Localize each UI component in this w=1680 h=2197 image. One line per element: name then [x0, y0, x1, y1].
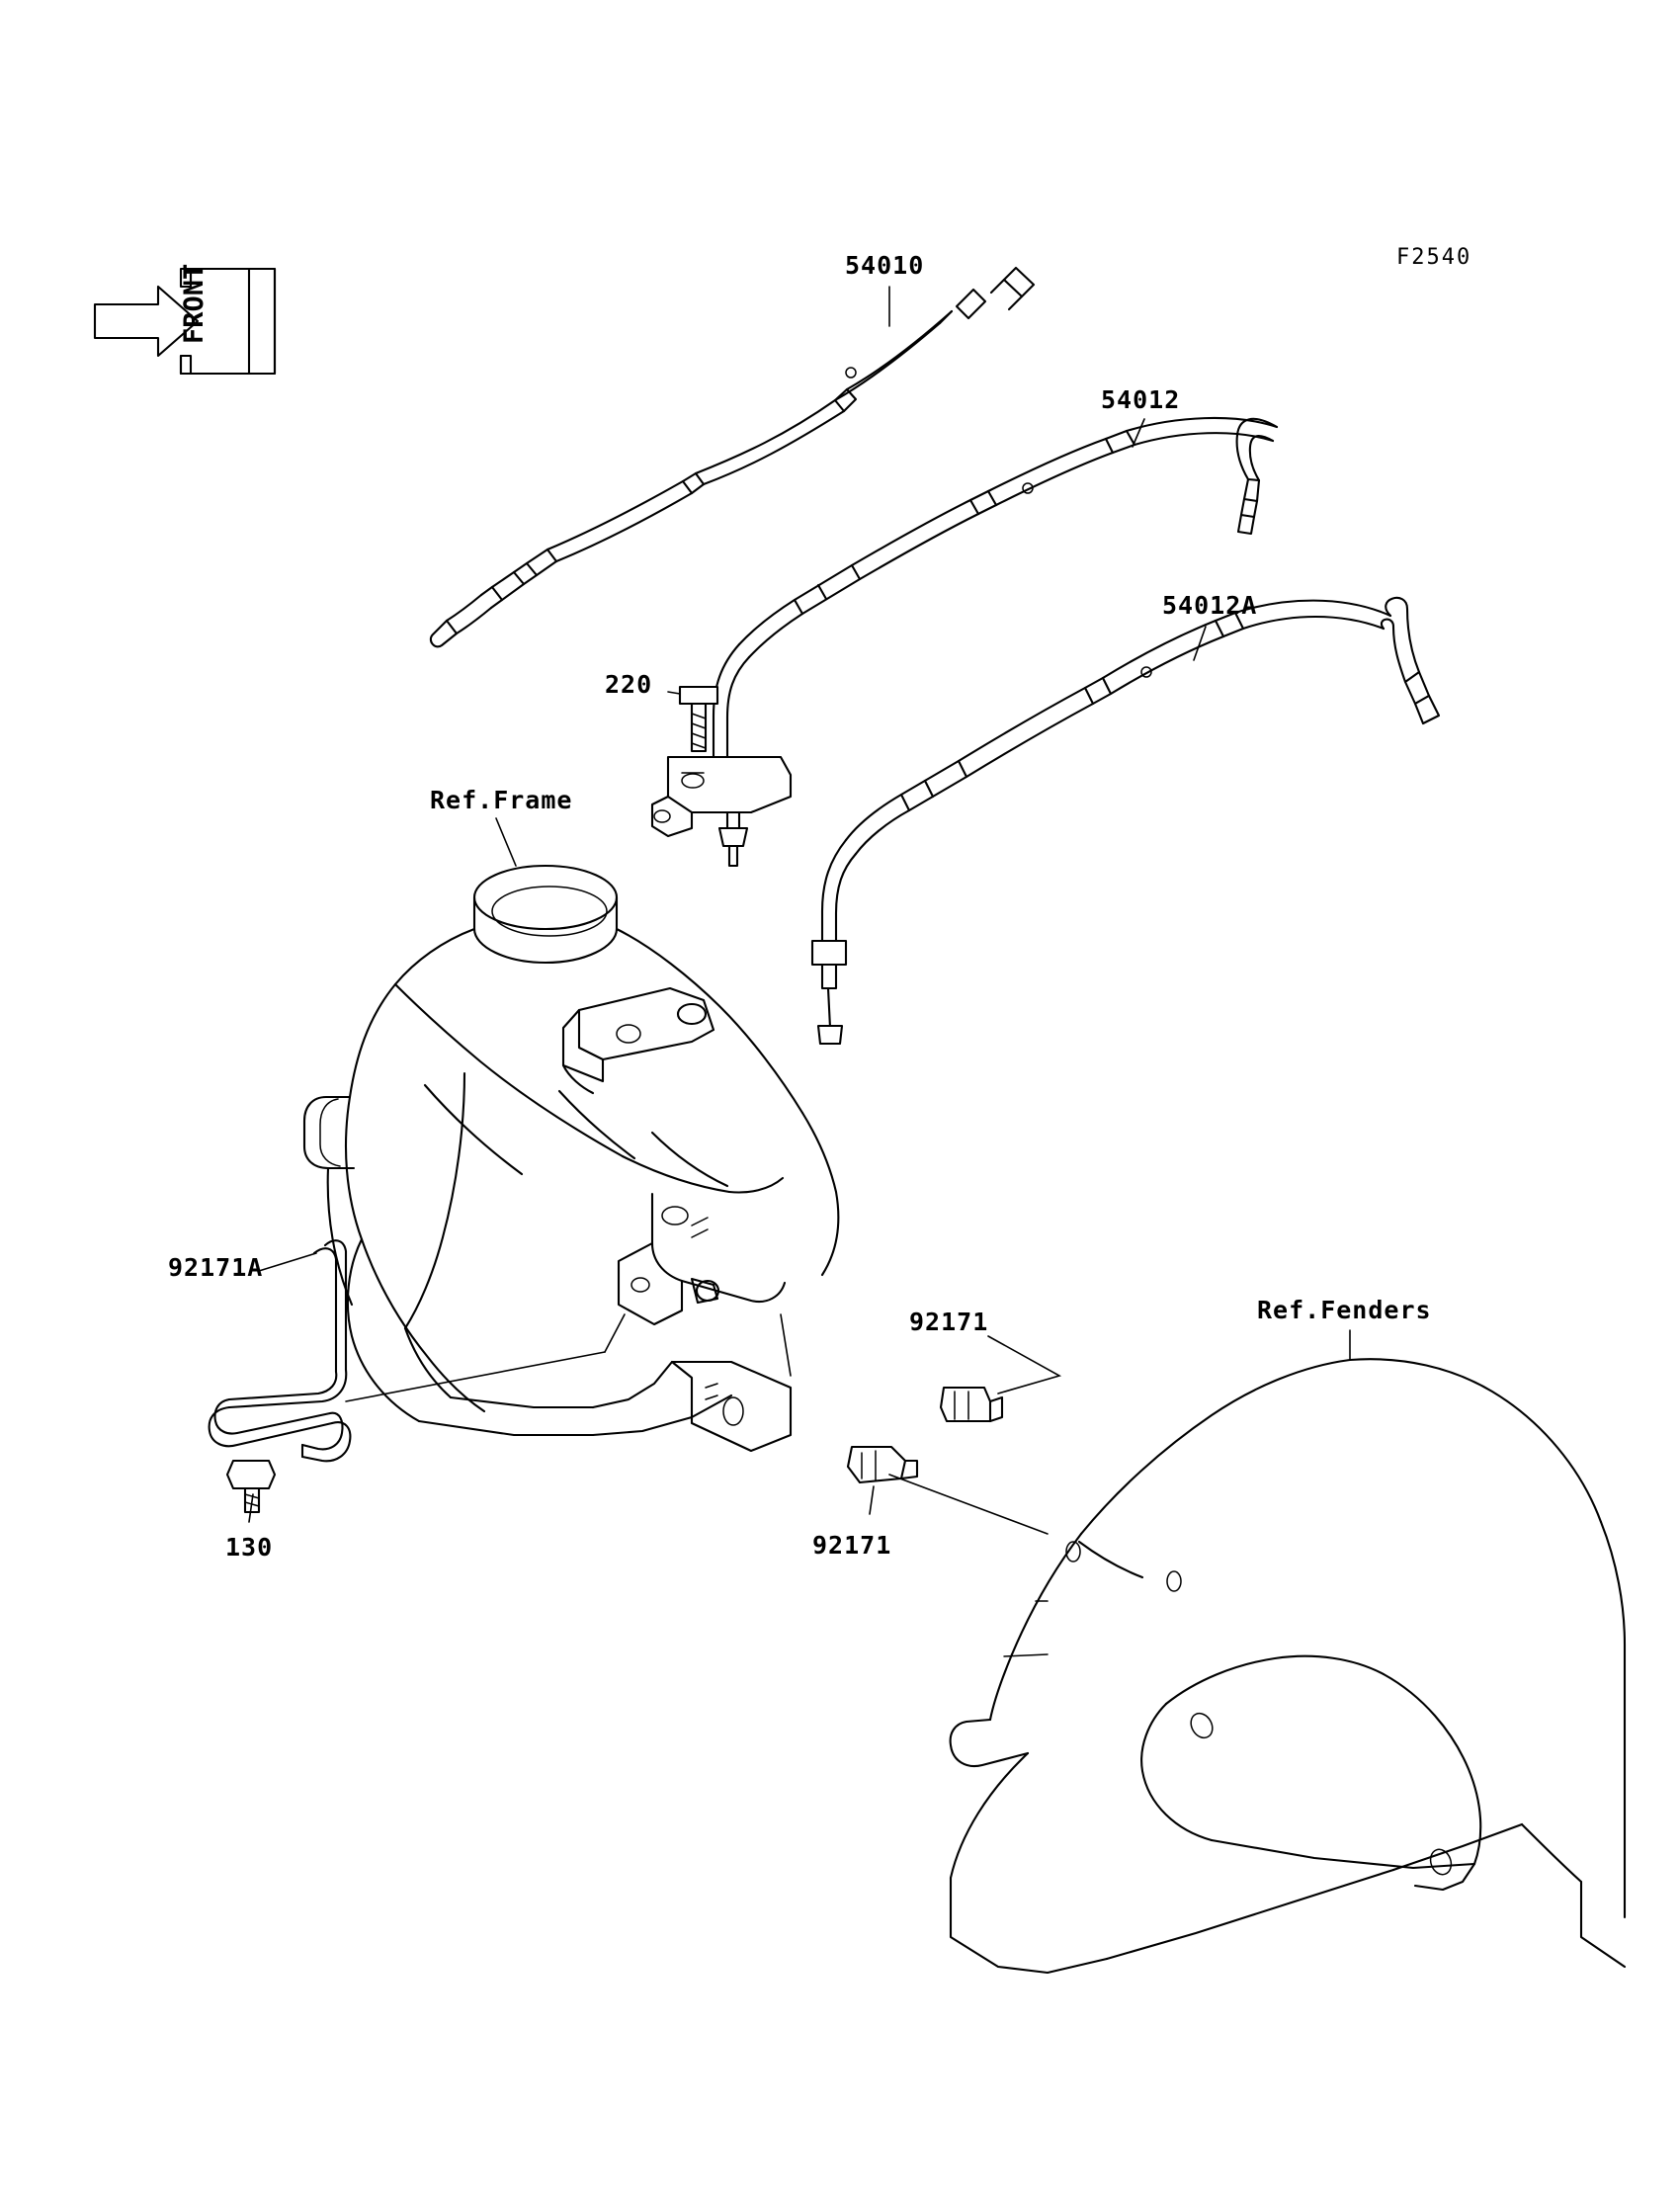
label-part-92171-lower: 92171: [812, 1531, 892, 1560]
label-part-92171a: 92171A: [168, 1253, 264, 1282]
label-part-220: 220: [605, 670, 653, 699]
svg-text:FRONT: FRONT: [179, 263, 210, 344]
label-part-130: 130: [225, 1533, 274, 1562]
front-direction-badge: [95, 264, 275, 374]
label-part-54012: 54012: [1101, 385, 1181, 414]
label-ref-fenders: Ref.Fenders: [1257, 1296, 1432, 1324]
label-part-92171-upper: 92171: [909, 1308, 989, 1336]
cable-54012a: [812, 598, 1439, 1044]
label-diagram-code: F2540: [1396, 245, 1472, 270]
leader-lines: [249, 287, 1350, 1601]
cable-54012: [652, 418, 1277, 866]
part-92171-clip-lower: [848, 1447, 917, 1482]
ref-frame-drawing: [304, 866, 838, 1451]
screw-220: [680, 687, 717, 751]
label-part-54010: 54010: [845, 251, 925, 280]
ref-fenders-drawing: [951, 1359, 1625, 1973]
label-part-54012a: 54012A: [1162, 591, 1258, 620]
part-92171-clip-upper: [941, 1388, 1002, 1421]
cable-54010: [431, 268, 1034, 646]
label-ref-frame: Ref.Frame: [430, 786, 573, 814]
